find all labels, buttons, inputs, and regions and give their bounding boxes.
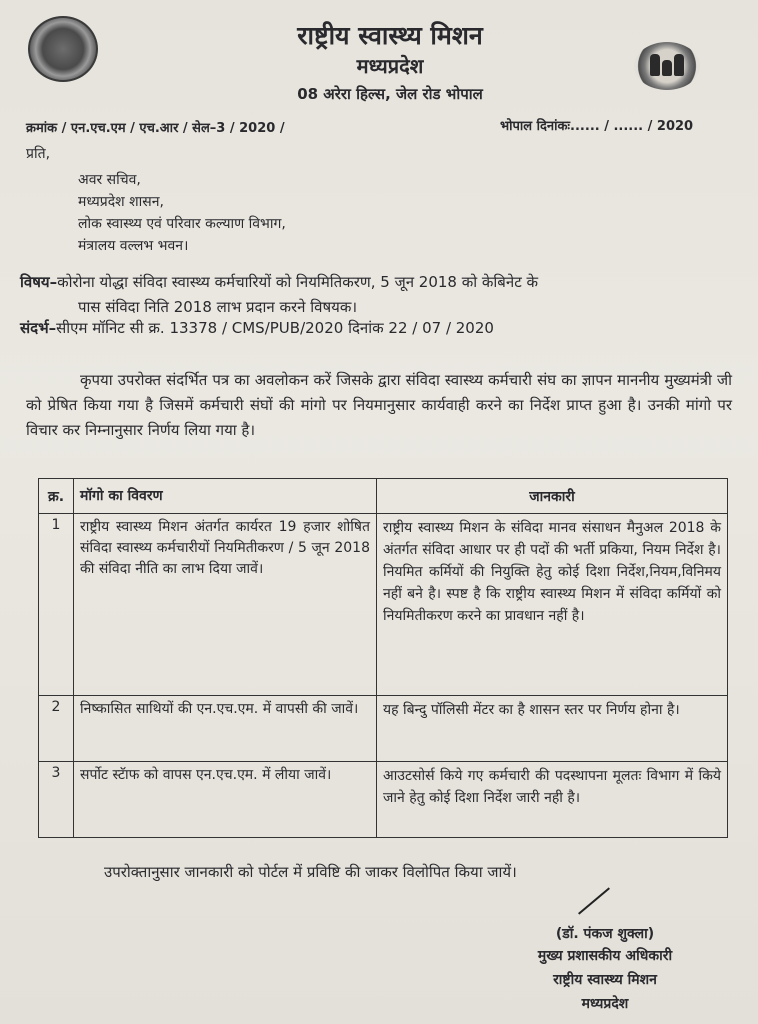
row-no: 3 [39, 762, 74, 838]
row-demand: सर्पोट स्टॅाफ को वापस एन.एच.एम. में लीया जावें। [74, 762, 377, 838]
signatory-state: मध्यप्रदेश [581, 996, 629, 1012]
nhm-figure-icon [662, 60, 672, 76]
demands-table [38, 478, 728, 838]
to-label: प्रति, [26, 146, 51, 162]
table-header-row [39, 479, 728, 514]
row-info: आउटसोर्स किये गए कर्मचारी की पदस्थापना मूलतः विभाग में किये जाने हेतु कोई दिशा निर्देश जारी नही है। [377, 762, 728, 838]
letterhead-state: मध्यप्रदेश [356, 54, 424, 78]
mp-govt-seal-logo [28, 16, 98, 82]
signatory-name: (डॉ. पंकज शुक्ला) [555, 926, 655, 942]
signatory-designation: मुख्य प्रशासकीय अधिकारी [537, 948, 673, 964]
row-info: राष्ट्रीय स्वास्थ्य मिशन के संविदा मानव संसाधन मैनुअल 2018 के अंतर्गत संविदा आधार पर ही पदों की भर्ती प्रकिया, नियम निर्देश है। नियमित कर्मियों की नियुक्ति हेतु कोई दिशा निर्देश,नियम,विनिमय नहीं बने है। स्पष्ट है कि राष्ट्रीय स्वास्थ्य मिशन में संविदा कर्मियों को नियमितीकरण करने का प्रावधान नहीं है। [377, 514, 728, 696]
recipient-line: मध्यप्रदेश शासन, [78, 194, 164, 210]
nhm-figure-icon [674, 54, 684, 76]
letterhead-address: 08 अरेरा हिल्स, जेल रोड भोपाल [297, 85, 483, 103]
table-row [39, 514, 728, 696]
recipient-line: लोक स्वास्थ्य एवं परिवार कल्याण विभाग, [78, 216, 286, 232]
reference-label: संदर्भ– [20, 319, 57, 337]
col-header-no: क्र. [39, 479, 74, 514]
col-header-info: जानकारी [377, 479, 728, 514]
recipient-line: मंत्रालय वल्लभ भवन। [78, 238, 189, 254]
recipient-line: अवर सचिव, [78, 172, 141, 188]
letter-date: भोपाल दिनांकः...... / ...... / 2020 [500, 119, 694, 134]
subject-label: विषय– [20, 273, 58, 291]
table-row [39, 696, 728, 762]
nhm-figure-icon [650, 54, 660, 76]
subject-block [20, 270, 720, 320]
body-paragraph: कृपया उपरोक्त संदर्भित पत्र का अवलोकन करें जिसके द्वारा संविदा स्वास्थ्य कर्मचारी संघ का ज्ञापन माननीय मुख्यमंत्री जी को प्रेषित किया गया है जिसमें कर्मचारी संघों की मांगो पर नियमानुसार कार्यवाही करने का निर्देश प्राप्त हुआ है। उनकी मांगो पर विचार कर निम्नानुसार निर्णय लिया गया है। [26, 371, 732, 439]
col-header-demand: मॉगो का विवरण [74, 479, 377, 514]
row-demand: निष्कासित साथियों की एन.एच.एम. में वापसी की जावें। [74, 696, 377, 762]
reference-block [20, 318, 494, 338]
closing-line: उपरोक्तानुसार जानकारी को पोर्टल में प्रविष्टि की जाकर विलोपित किया जायें। [104, 863, 517, 881]
row-demand: राष्ट्रीय स्वास्थ्य मिशन अंतर्गत कार्यरत 19 हजार शोषित संविदा स्वास्थ्य कर्मचारीयों नियमितीकरण / 5 जून 2018 की संविदा नीति का लाभ दिया जावें। [74, 514, 377, 696]
row-no: 1 [39, 514, 74, 696]
subject-line-1: कोरोना योद्धा संविदा स्वास्थ्य कर्मचारियों को नियमितिकरण, 5 जून 2018 को केबिनेट के [57, 273, 539, 291]
row-info: यह बिन्दु पॉलिसी मेंटर का है शासन स्तर पर निर्णय होना है। [377, 696, 728, 762]
signatory-organisation: राष्ट्रीय स्वास्थ्य मिशन [553, 972, 657, 988]
row-no: 2 [39, 696, 74, 762]
table-row [39, 762, 728, 838]
letterhead-title: राष्ट्रीय स्वास्थ्य मिशन [297, 21, 483, 50]
signature-mark [578, 887, 610, 914]
reference-text: सीएम मॉनिट सी क्र. 13378 / CMS/PUB/2020 दिनांक 22 / 07 / 2020 [56, 319, 494, 337]
subject-line-2: पास संविदा निति 2018 लाभ प्रदान करने विषयक। [78, 298, 358, 316]
nhm-logo [634, 42, 700, 90]
reference-number: क्रमांक / एन.एच.एम / एच.आर / सेल–3 / 2020 / [26, 121, 285, 136]
